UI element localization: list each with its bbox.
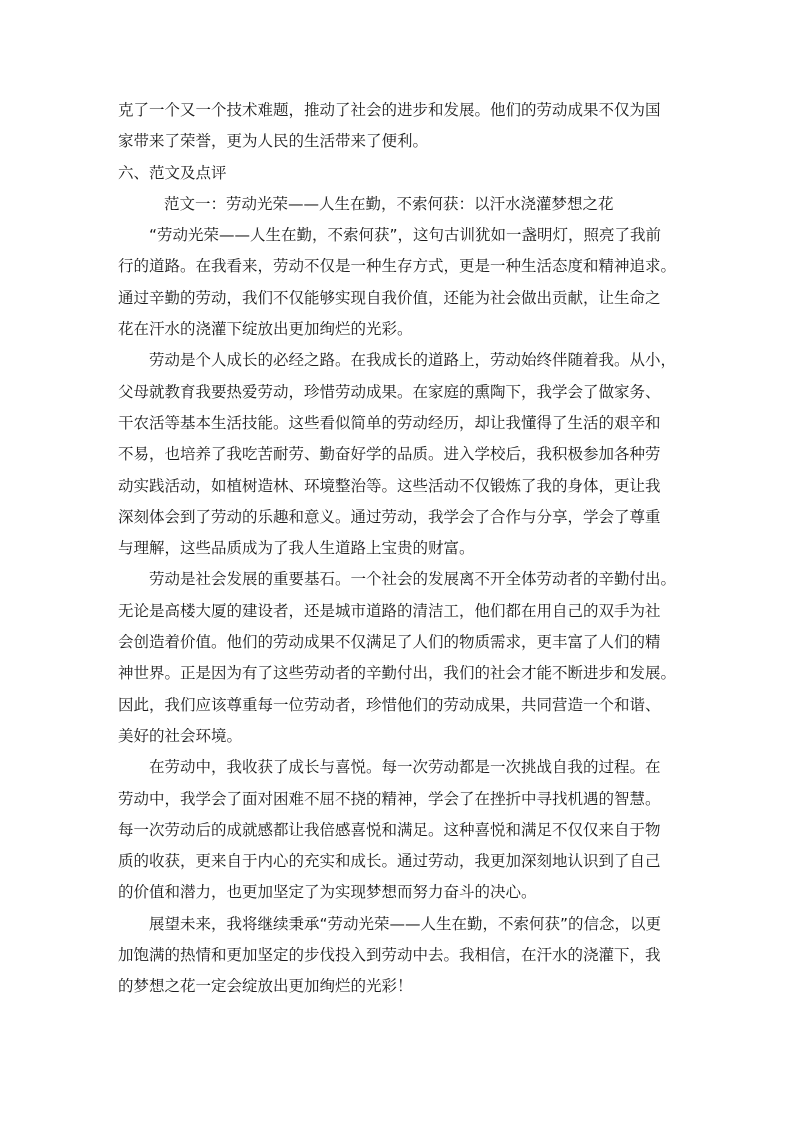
text-line: 加饱满的热情和更加坚定的步伐投入到劳动中去。我相信，在汗水的浇灌下，我 bbox=[118, 946, 661, 965]
text-line: 行的道路。在我看来，劳动不仅是一种生存方式，更是一种生活态度和精神追求。 bbox=[118, 257, 677, 276]
text-line: 每一次劳动后的成就感都让我倍感喜悦和满足。这种喜悦和满足不仅仅来自于物 bbox=[118, 820, 661, 839]
paragraph-start-line: 在劳动中，我收获了成长与喜悦。每一次劳动都是一次挑战自我的过程。在 bbox=[149, 758, 661, 777]
paragraph-start-line: 展望未来，我将继续秉承“劳动光荣——人生在勤，不索何获”的信念，以更 bbox=[149, 914, 662, 933]
text-line: 花在汗水的浇灌下绽放出更加绚烂的光彩。 bbox=[118, 320, 413, 339]
text-line: 质的收获，更来自于内心的充实和成长。通过劳动，我更加深刻地认识到了自己 bbox=[118, 852, 661, 871]
text-line: 的梦想之花一定会绽放出更加绚烂的光彩！ bbox=[118, 977, 413, 996]
text-line: 与理解，这些品质成为了我人生道路上宝贵的财富。 bbox=[118, 539, 475, 558]
section-heading: 六、范文及点评 bbox=[118, 163, 227, 182]
text-line: 劳动中，我学会了面对困难不屈不挠的精神，学会了在挫折中寻找机遇的智慧。 bbox=[118, 789, 661, 808]
paragraph-start-line: “劳动光荣——人生在勤，不索何获”，这句古训犹如一盏明灯，照亮了我前 bbox=[149, 226, 662, 245]
text-line: 不易，也培养了我吃苦耐劳、勤奋好学的品质。进入学校后，我积极参加各种劳 bbox=[118, 445, 661, 464]
paragraph-start-line: 劳动是个人成长的必经之路。在我成长的道路上，劳动始终伴随着我。从小， bbox=[149, 351, 677, 370]
text-line: 美好的社会环境。 bbox=[118, 726, 243, 745]
essay-title: 范文一：劳动光荣——人生在勤，不索何获：以汗水浇灌梦想之花 bbox=[164, 194, 614, 213]
text-line: 克了一个又一个技术难题，推动了社会的进步和发展。他们的劳动成果不仅为国 bbox=[118, 101, 661, 119]
text-line: 因此，我们应该尊重每一位劳动者，珍惜他们的劳动成果，共同营造一个和谐、 bbox=[118, 695, 661, 714]
text-line: 深刻体会到了劳动的乐趣和意义。通过劳动，我学会了合作与分享，学会了尊重 bbox=[118, 507, 661, 526]
text-line: 无论是高楼大厦的建设者，还是城市道路的清洁工，他们都在用自己的双手为社 bbox=[118, 601, 661, 620]
text-line: 的价值和潜力，也更加坚定了为实现梦想而努力奋斗的决心。 bbox=[118, 883, 537, 902]
text-line: 神世界。正是因为有了这些劳动者的辛勤付出，我们的社会才能不断进步和发展。 bbox=[118, 664, 677, 683]
text-line: 家带来了荣誉，更为人民的生活带来了便利。 bbox=[118, 132, 429, 151]
text-line: 父母就教育我要热爱劳动，珍惜劳动成果。在家庭的熏陶下，我学会了做家务、 bbox=[118, 382, 661, 401]
document-body bbox=[118, 95, 678, 1003]
text-line: 干农活等基本生活技能。这些看似简单的劳动经历，却让我懂得了生活的艰辛和 bbox=[118, 413, 661, 432]
text-line: 会创造着价值。他们的劳动成果不仅满足了人们的物质需求，更丰富了人们的精 bbox=[118, 633, 661, 652]
paragraph-start-line: 劳动是社会发展的重要基石。一个社会的发展离不开全体劳动者的辛勤付出。 bbox=[149, 570, 677, 589]
text-line: 动实践活动，如植树造林、环境整治等。这些活动不仅锻炼了我的身体，更让我 bbox=[118, 476, 661, 495]
text-line: 通过辛勤的劳动，我们不仅能够实现自我价值，还能为社会做出贡献，让生命之 bbox=[118, 288, 661, 307]
